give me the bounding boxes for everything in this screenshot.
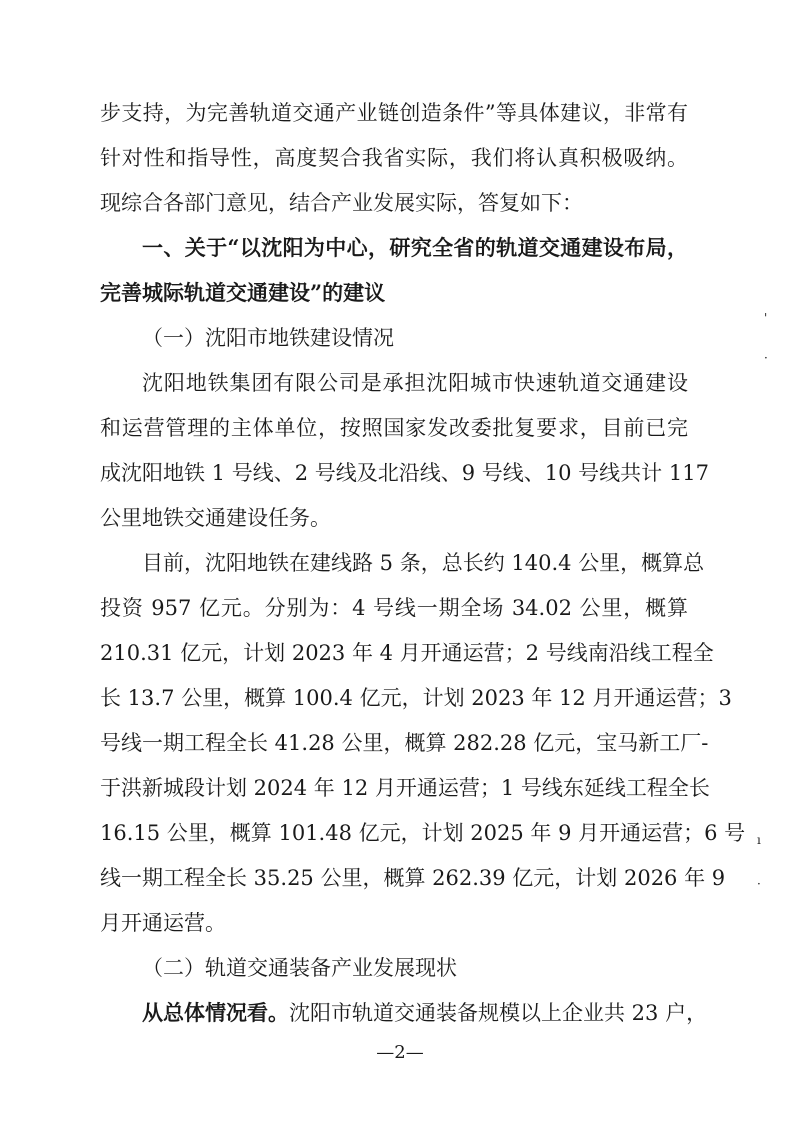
body-line: 成沈阳地铁 1 号线、2 号线及北沿线、9 号线、10 号线共计 117: [100, 461, 709, 485]
body-line: 于洪新城段计划 2024 年 12 月开通运营；1 号线东延线工程全长: [100, 776, 710, 800]
body-line: 线一期工程全长 35.25 公里，概算 262.39 亿元，计划 2026 年 9: [100, 866, 726, 890]
body-line: 210.31 亿元，计划 2023 年 4 月开通运营；2 号线南沿线工程全: [100, 641, 714, 665]
body-line: 和运营管理的主体单位，按照国家发改委批复要求，目前已完: [100, 416, 688, 440]
body-text: 沈阳市轨道交通装备规模以上企业共 23 户，: [289, 1001, 708, 1025]
body-line: 步支持，为完善轨道交通产业链创造条件”等具体建议，非常有: [100, 101, 688, 125]
body-line: 公里地铁交通建设任务。: [100, 506, 331, 530]
scan-speck: ': [764, 311, 768, 325]
body-line: 月开通运营。: [100, 911, 226, 935]
scan-speck: ı: [757, 833, 761, 847]
body-line: 号线一期工程全长 41.28 公里，概算 282.28 亿元，宝马新工厂-: [100, 731, 709, 755]
page-number: —2—: [376, 1042, 424, 1063]
body-line: 沈阳地铁集团有限公司是承担沈阳城市快速轨道交通建设: [142, 371, 688, 395]
body-line: 现综合各部门意见，结合产业发展实际，答复如下：: [100, 191, 583, 215]
section-heading: 一、关于“以沈阳为中心，研究全省的轨道交通建设布局，: [142, 235, 688, 260]
body-line: 长 13.7 公里，概算 100.4 亿元，计划 2023 年 12 月开通运营；3: [100, 686, 732, 710]
subsection-heading: （一）沈阳市地铁建设情况: [142, 326, 394, 350]
body-line: 针对性和指导性，高度契合我省实际，我们将认真积极吸纳。: [100, 146, 688, 170]
lead-phrase: 从总体情况看。: [142, 1000, 289, 1025]
body-line: 16.15 公里，概算 101.48 亿元，计划 2025 年 9 月开通运营；6 号: [100, 821, 746, 845]
body-line: 目前，沈阳地铁在建线路 5 条，总长约 140.4 公里，概算总: [142, 551, 705, 575]
body-line: [142, 998, 708, 1028]
subsection-heading: （二）轨道交通装备产业发展现状: [142, 956, 457, 980]
scan-speck: ·: [764, 351, 768, 365]
scan-speck: ·: [757, 877, 761, 891]
section-heading: 完善城际轨道交通建设”的建议: [100, 280, 386, 305]
body-line: 投资 957 亿元。分别为：4 号线一期全场 34.02 公里，概算: [100, 596, 688, 620]
